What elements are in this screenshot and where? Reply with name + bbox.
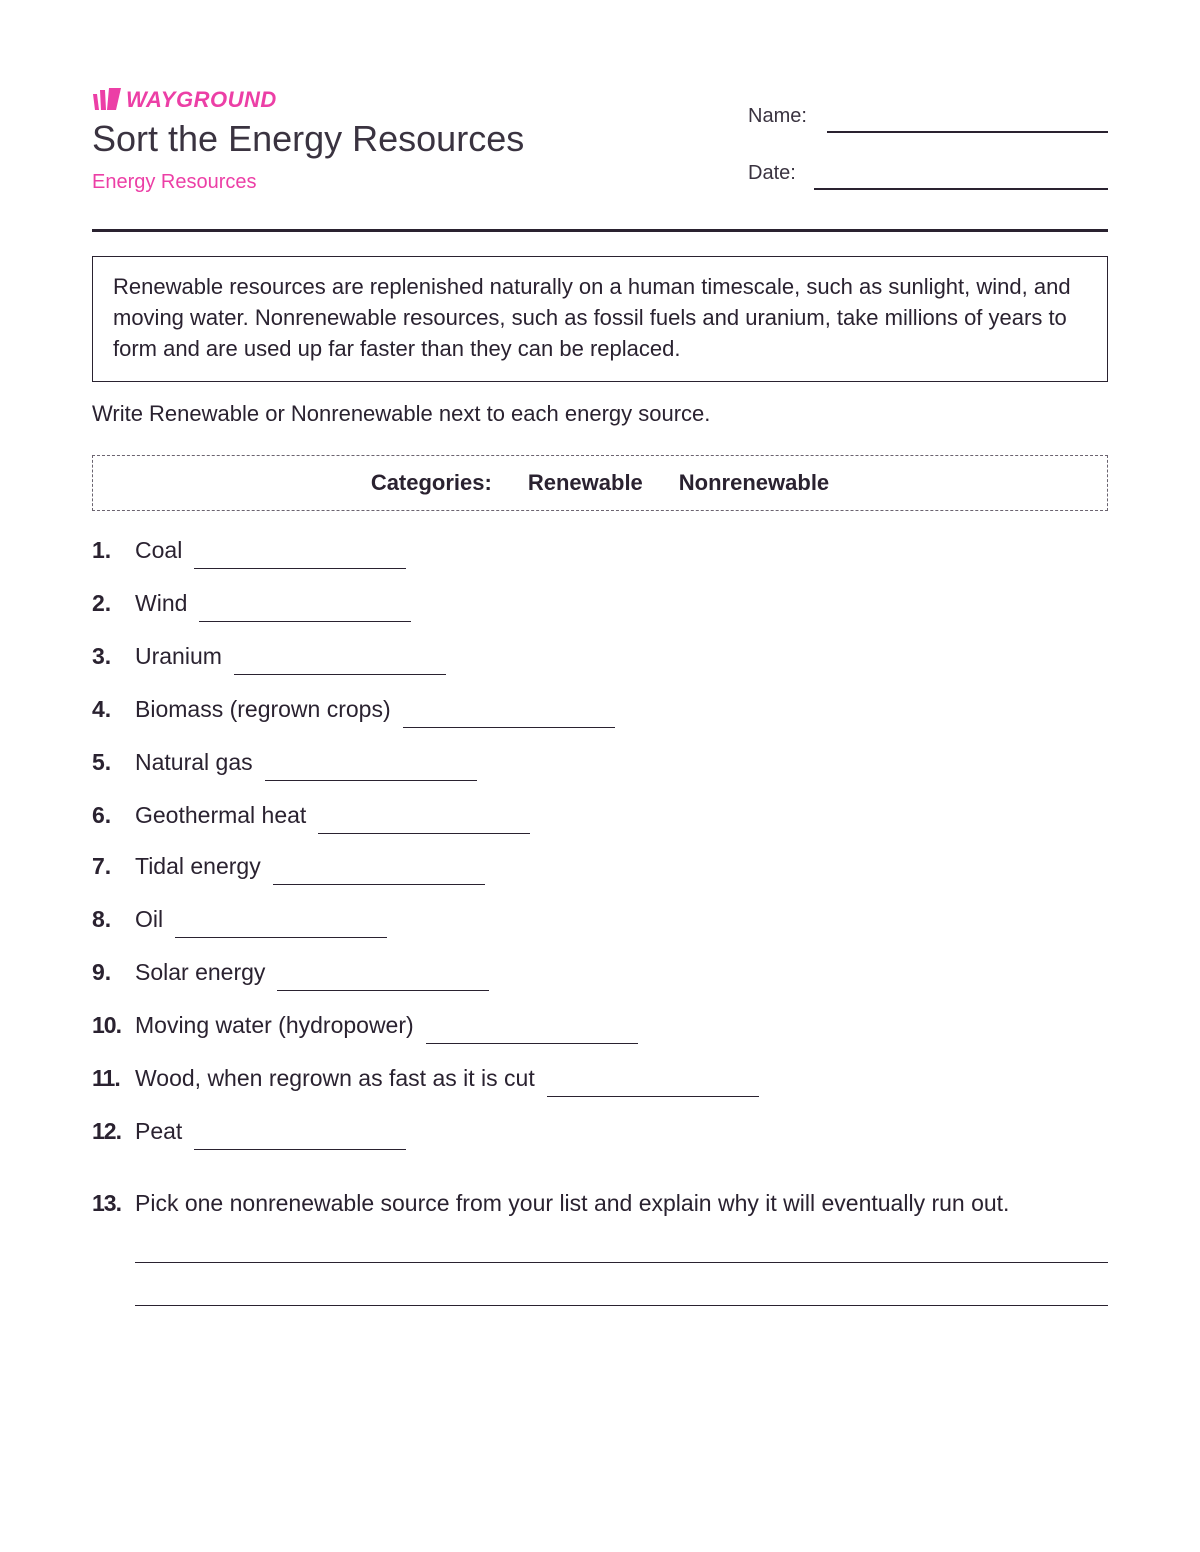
answer-blank[interactable]: [318, 813, 530, 834]
page-subtitle: Energy Resources: [92, 171, 257, 193]
answer-blank[interactable]: [234, 654, 446, 675]
answer-blank[interactable]: [403, 707, 615, 728]
question-item: [92, 798, 530, 832]
question-item: [92, 902, 387, 936]
question-text: Wind: [135, 589, 188, 616]
question-number: 4.: [92, 695, 112, 722]
question-item: [92, 639, 446, 673]
open-question: [92, 1186, 1009, 1220]
answer-blank[interactable]: [426, 1023, 638, 1044]
instructions: Write Renewable or Nonrenewable next to each energy source.: [92, 401, 711, 426]
question-text: Moving water (hydropower): [135, 1011, 414, 1038]
question-item: [92, 1061, 759, 1095]
question-text: Peat: [135, 1117, 183, 1144]
question-item: [92, 586, 411, 620]
question-number: 11.: [92, 1064, 120, 1091]
intro-box: [92, 256, 1108, 382]
question-text: Oil: [135, 905, 164, 932]
answer-blank[interactable]: [194, 548, 406, 569]
answer-blank[interactable]: [194, 1129, 406, 1150]
question-number: 8.: [92, 905, 112, 932]
answer-line[interactable]: [135, 1262, 1108, 1263]
question-text: Coal: [135, 536, 183, 563]
brand-logo: [92, 86, 277, 114]
answer-blank[interactable]: [175, 917, 387, 938]
question-number: 10.: [92, 1011, 121, 1038]
question-text: Uranium: [135, 642, 222, 669]
question-text: Natural gas: [135, 748, 253, 775]
question-item: [92, 1008, 638, 1042]
question-text: Biomass (regrown crops): [135, 695, 391, 722]
intro-text: Renewable resources are replenished naturally on a human timescale, such as sunlight, wind, and moving water. Nonrenewable resources, such as fossil fuels and uranium, take millions of years to form and are used up far faster than they can be replaced.: [113, 274, 1071, 361]
question-number: 9.: [92, 958, 112, 985]
date-label: Date:: [748, 162, 796, 184]
question-number: 2.: [92, 589, 112, 616]
question-number: 7.: [92, 852, 112, 879]
category-renewable: Renewable: [527, 470, 643, 495]
question-text: Tidal energy: [135, 852, 261, 879]
question-item: [92, 745, 477, 779]
question-number: 3.: [92, 642, 112, 669]
answer-blank[interactable]: [547, 1076, 759, 1097]
date-field[interactable]: [814, 188, 1108, 190]
question-text: Pick one nonrenewable source from your list and explain why it will eventually run out.: [135, 1189, 1010, 1216]
question-number: 1.: [92, 536, 112, 563]
name-label: Name:: [748, 105, 807, 127]
name-field[interactable]: [827, 131, 1108, 133]
question-number: 5.: [92, 748, 112, 775]
question-number: 13.: [92, 1189, 121, 1216]
question-text: Geothermal heat: [135, 801, 307, 828]
question-number: 6.: [92, 801, 112, 828]
question-text: Wood, when regrown as fast as it is cut: [135, 1064, 535, 1091]
answer-blank[interactable]: [265, 760, 477, 781]
question-text: Solar energy: [135, 958, 266, 985]
question-item: [92, 849, 485, 883]
question-item: [92, 1114, 406, 1148]
question-item: [92, 955, 489, 989]
category-nonrenewable: Nonrenewable: [678, 470, 830, 495]
question-number: 12.: [92, 1117, 121, 1144]
categories-box: [92, 455, 1108, 511]
question-item: [92, 533, 406, 567]
answer-blank[interactable]: [199, 601, 411, 622]
page-title: Sort the Energy Resources: [92, 118, 525, 159]
header-divider: [92, 229, 1108, 232]
answer-blank[interactable]: [273, 864, 485, 885]
answer-blank[interactable]: [277, 970, 489, 991]
categories-label: Categories:: [370, 470, 492, 495]
wayground-logo-icon: [92, 88, 122, 112]
brand-name: WAYGROUND: [126, 87, 277, 112]
answer-line[interactable]: [135, 1305, 1108, 1306]
question-item: [92, 692, 615, 726]
